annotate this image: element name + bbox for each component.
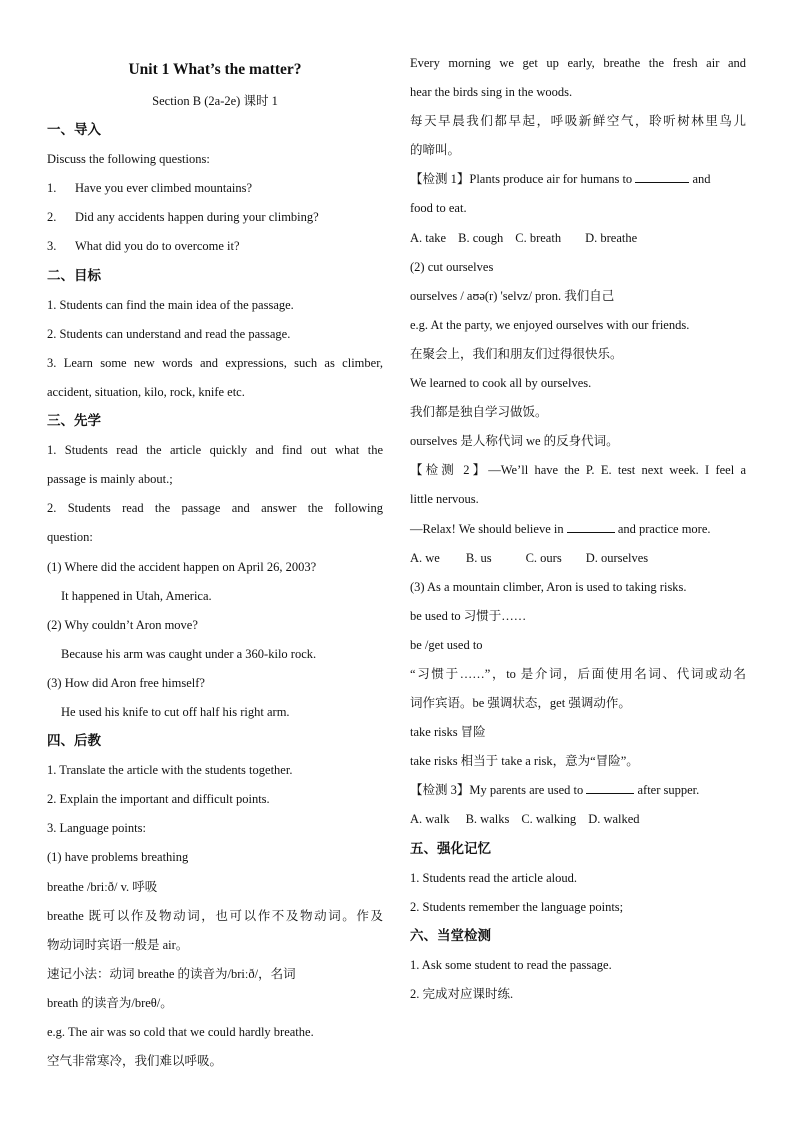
check-question-1-cont: food to eat. (410, 201, 467, 216)
teaching-line: 1. Translate the article with the students together. (47, 763, 293, 778)
example-translation: 我们都是独自学习做饭。 (410, 405, 548, 420)
prestudy-line: question: (47, 530, 93, 545)
prestudy-line: 2. Students read the passage and answer the following (47, 501, 383, 516)
answer-blank (635, 170, 689, 183)
reinforce-item: 1. Students read the article aloud. (410, 870, 577, 885)
teaching-line: 3. Language points: (47, 821, 146, 836)
goal-item: 3. Learn some new words and expressions, such as climber, (47, 355, 383, 370)
check-options-3: A. walk B. walks C. walking D. walked (410, 812, 640, 827)
classcheck-item: 2. 完成对应课时练. (410, 987, 514, 1001)
vocab-entry: ourselves / aʊə(r) 'selvz/ pron. 我们自己 (410, 288, 615, 303)
vocab-entry: breathe /briːð/ v. 呼吸 (47, 879, 158, 894)
goal-item: 1. Students can find the main idea of the passage. (47, 297, 294, 312)
section-heading-intro: 一、导入 (47, 122, 101, 139)
teaching-line: 2. Explain the important and difficult points. (47, 792, 270, 807)
section-heading-prestudy: 三、先学 (47, 413, 101, 430)
question-item: 2. Did any accidents happen during your climbing? (47, 210, 319, 225)
prestudy-answer: It happened in Utah, America. (61, 588, 212, 603)
prestudy-question: (1) Where did the accident happen on April 26, 2003? (47, 559, 317, 574)
example-sentence: e.g. At the party, we enjoyed ourselves with our friends. (410, 317, 690, 332)
section-heading-teaching: 四、后教 (47, 733, 101, 750)
section-heading-goals: 二、目标 (47, 267, 101, 284)
check-question-3: 【检测 3】My parents are used to after supper. (410, 783, 700, 798)
check-options-1: A. take B. cough C. breath D. breathe (410, 230, 638, 245)
intro-text: Discuss the following questions: (47, 152, 210, 167)
check-question-2: 【检测 2】—We’ll have the P. E. test next week. I feel a (410, 463, 746, 478)
language-point: (3) As a mountain climber, Aron is used to taking risks. (410, 579, 687, 594)
prestudy-line: 1. Students read the article quickly and find out what the (47, 443, 383, 458)
language-point: (2) cut ourselves (410, 259, 494, 274)
right-column (410, 49, 746, 1009)
example-sentence: hear the birds sing in the woods. (410, 85, 573, 100)
check-options-2: A. we B. us C. ours D. ourselves (410, 550, 649, 565)
grammar-note: 词作宾语。be 强调状态，get 强调动作。 (410, 696, 631, 711)
section-heading-classcheck: 六、当堂检测 (410, 927, 491, 944)
answer-blank (586, 781, 634, 794)
memory-tip: breath 的读音为/breθ/。 (47, 995, 173, 1010)
example-translation: 的啼叫。 (410, 143, 461, 158)
grammar-note: breathe 既可以作及物动词，也可以作不及物动词。作及 (47, 908, 383, 923)
grammar-note: take risks 相当于 take a risk，意为“冒险”。 (410, 754, 639, 769)
prestudy-answer: He used his knife to cut off half his right arm. (61, 704, 290, 719)
grammar-note: “习惯于……”，to 是介词，后面使用名词、代词或动名 (410, 666, 746, 681)
prestudy-question: (3) How did Aron free himself? (47, 675, 205, 690)
example-sentence: Every morning we get up early, breathe the fresh air and (410, 56, 746, 70)
goal-item: accident, situation, kilo, rock, knife etc. (47, 384, 245, 399)
reinforce-item: 2. Students remember the language points; (410, 899, 624, 914)
grammar-note: ourselves 是人称代词 we 的反身代词。 (410, 434, 619, 449)
example-sentence: We learned to cook all by ourselves. (410, 376, 592, 391)
language-point: (1) have problems breathing (47, 850, 189, 865)
vocab-entry: take risks 冒险 (410, 725, 486, 740)
example-translation: 每天早晨我们都早起，呼吸新鲜空气，聆听树林里鸟儿 (410, 114, 746, 129)
check-question-2-reply: —Relax! We should believe in and practice more. (410, 521, 711, 536)
question-item: 3. What did you do to overcome it? (47, 239, 240, 254)
answer-blank (567, 520, 615, 533)
vocab-entry: be used to 习惯于…… (410, 608, 527, 623)
example-translation: 在聚会上，我们和朋友们过得很快乐。 (410, 346, 623, 361)
prestudy-question: (2) Why couldn’t Aron move? (47, 617, 198, 632)
prestudy-line: passage is mainly about.; (47, 472, 173, 487)
question-item: 1. Have you ever climbed mountains? (47, 181, 253, 196)
classcheck-item: 1. Ask some student to read the passage. (410, 957, 612, 972)
page-subtitle: Section B (2a-2e) 课时 1 (152, 94, 278, 108)
example-translation: 空气非常寒冷，我们难以呼吸。 (47, 1054, 223, 1069)
page-title: Unit 1 What’s the matter? (128, 61, 302, 78)
prestudy-answer: Because his arm was caught under a 360-kilo rock. (61, 646, 317, 661)
check-question-1: 【检测 1】Plants produce air for humans to and (410, 172, 711, 187)
check-question-2-cont: little nervous. (410, 492, 479, 507)
vocab-entry: be /get used to (410, 637, 483, 652)
left-column (47, 49, 383, 1076)
goal-item: 2. Students can understand and read the passage. (47, 326, 291, 341)
memory-tip: 速记小法：动词 breathe 的读音为/briːð/，名词 (47, 966, 296, 981)
grammar-note: 物动词时宾语一般是 air。 (47, 937, 189, 952)
section-heading-reinforce: 五、强化记忆 (410, 840, 491, 857)
example-sentence: e.g. The air was so cold that we could hardly breathe. (47, 1025, 314, 1039)
